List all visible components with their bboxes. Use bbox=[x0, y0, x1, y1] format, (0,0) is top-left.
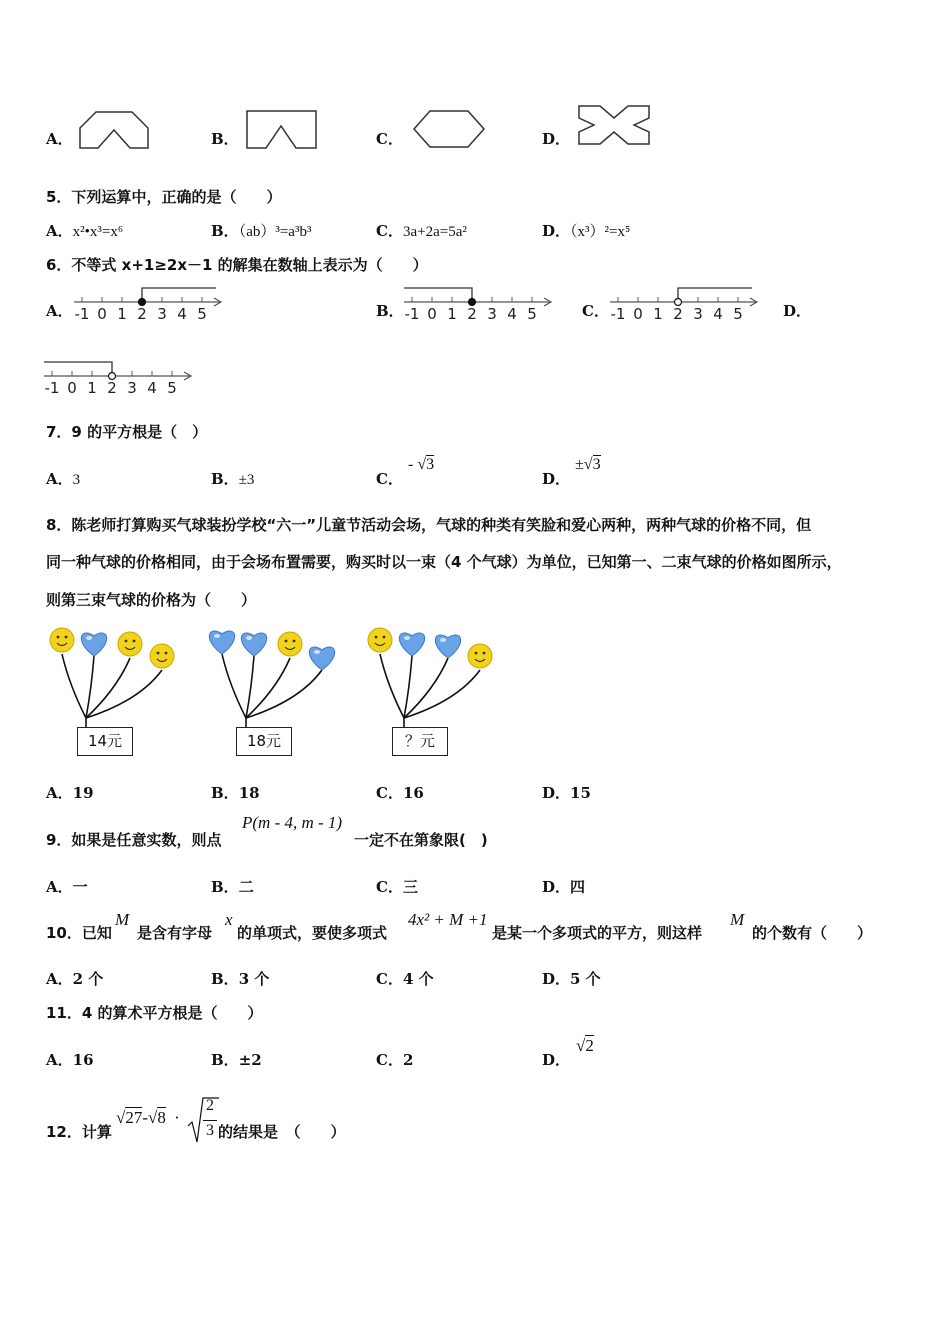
smiley-eye bbox=[165, 652, 168, 655]
heart-highlight bbox=[404, 636, 410, 640]
q9-option-c: C．三 bbox=[376, 878, 418, 896]
q9-stem-start: 9．如果是任意实数，则点 bbox=[46, 831, 222, 849]
tick-label: 1 bbox=[653, 305, 663, 323]
open-point bbox=[675, 299, 682, 306]
q11-option-c: C．2 bbox=[376, 1051, 414, 1069]
q12-stem-start: 12．计算 bbox=[46, 1123, 112, 1141]
heart-balloon-icon bbox=[399, 633, 424, 656]
balloon-string bbox=[222, 654, 246, 718]
smiley-eye bbox=[475, 652, 478, 655]
tick-label: 5 bbox=[197, 305, 207, 323]
q10-stem-1: 10．已知 bbox=[46, 924, 112, 942]
tick-label: 3 bbox=[693, 305, 703, 323]
tick-label: -1 bbox=[610, 305, 626, 323]
tick-label: 4 bbox=[177, 305, 187, 323]
solution-ray bbox=[44, 362, 112, 376]
q8-line-2: 同一种气球的价格相同，由于会场布置需要，购买时以一束（4 个气球）为单位，已知第一、二束气球的价格如图所示， bbox=[46, 553, 842, 571]
tick-label: 1 bbox=[117, 305, 127, 323]
q7-option-b: B．±3 bbox=[211, 470, 255, 488]
smiley-eye bbox=[125, 640, 128, 643]
tick-label: 2 bbox=[137, 305, 147, 323]
q11-option-a: A．16 bbox=[46, 1051, 94, 1069]
balloon-string bbox=[246, 670, 322, 718]
q7-option-c-math: - √3 bbox=[408, 456, 435, 473]
q9-option-d: D．四 bbox=[542, 878, 586, 896]
q10-stem-4: 是某一个多项式的平方，则这样 bbox=[492, 924, 703, 942]
q4-option-b-letter: B． bbox=[211, 130, 239, 148]
smiley-eye bbox=[285, 640, 288, 643]
tick-label: 0 bbox=[427, 305, 437, 323]
q9-point: P(m - 4, m - 1) bbox=[242, 813, 343, 832]
tick-label: -1 bbox=[404, 305, 420, 323]
sqrt-sign: √ bbox=[576, 1036, 586, 1055]
house-notch-shape bbox=[78, 110, 150, 152]
heart-highlight bbox=[440, 638, 446, 642]
tick-label: 0 bbox=[633, 305, 643, 323]
q10-var-m-2: M bbox=[730, 910, 745, 929]
q6-numberline-b bbox=[402, 282, 557, 324]
q8-line-1: 8．陈老师打算购买气球装扮学校“六一”儿童节活动会场，气球的种类有笑脸和爱心两种，两种气球的价格不同，但 bbox=[46, 516, 812, 534]
tick-label: 2 bbox=[107, 379, 117, 397]
solution-ray bbox=[678, 288, 752, 302]
tick-label: 4 bbox=[147, 379, 157, 397]
tick-label: -1 bbox=[44, 379, 60, 397]
tick-label: 5 bbox=[527, 305, 537, 323]
q11-option-b: B．±2 bbox=[211, 1051, 262, 1069]
q5-option-b: B．（ab）³=a³b³ bbox=[211, 222, 312, 240]
smiley-eye bbox=[483, 652, 486, 655]
smiley-eye bbox=[293, 640, 296, 643]
tick-label: 4 bbox=[507, 305, 517, 323]
tick-label: 2 bbox=[467, 305, 477, 323]
q6-numberline-d bbox=[42, 356, 197, 398]
q8-line-3: 则第三束气球的价格为（ ） bbox=[46, 591, 257, 609]
q6-option-d-letter: D． bbox=[783, 302, 812, 320]
tick-label: 3 bbox=[157, 305, 167, 323]
q6-option-c-letter: C． bbox=[582, 302, 609, 320]
q5-stem: 5．下列运算中，正确的是（ ） bbox=[46, 188, 282, 206]
q10-option-a: A．2 个 bbox=[46, 970, 104, 988]
smiley-eye bbox=[133, 640, 136, 643]
heart-highlight bbox=[314, 650, 320, 654]
heart-balloon-icon bbox=[435, 635, 460, 658]
q4-option-c-letter: C． bbox=[376, 130, 403, 148]
heart-highlight bbox=[246, 636, 252, 640]
heart-balloon-icon bbox=[309, 647, 334, 670]
heart-balloon-icon bbox=[81, 633, 106, 656]
q11-stem: 11．4 的算术平方根是（ ） bbox=[46, 1004, 263, 1022]
smiley-eye bbox=[65, 636, 68, 639]
smiley-eye bbox=[157, 652, 160, 655]
balloon-string bbox=[86, 670, 162, 718]
sqrt-sign: √ bbox=[583, 456, 593, 473]
q12-denominator: 3 bbox=[206, 1122, 214, 1139]
hexagon-shape bbox=[412, 109, 486, 151]
q9-option-a: A．一 bbox=[46, 878, 88, 896]
balloon-string bbox=[404, 670, 480, 718]
q12-stem-end: 的结果是 （ ） bbox=[218, 1123, 346, 1141]
filled-point bbox=[139, 299, 146, 306]
sqrt-sign: √ bbox=[148, 1108, 158, 1127]
smiley-eye bbox=[57, 636, 60, 639]
open-point bbox=[109, 373, 116, 380]
q12-numerator: 2 bbox=[206, 1097, 214, 1114]
q10-var-m: M bbox=[115, 910, 130, 929]
bunch-2-price: 18元 bbox=[236, 727, 292, 756]
q12-fraction-bar bbox=[203, 1120, 217, 1121]
heart-highlight bbox=[214, 634, 220, 638]
heart-balloon-icon bbox=[241, 633, 266, 656]
tick-label: -1 bbox=[74, 305, 90, 323]
smiley-balloon-icon bbox=[150, 644, 174, 668]
bowtie-shape bbox=[576, 104, 652, 148]
heart-balloon-icon bbox=[209, 631, 234, 654]
tick-label: 0 bbox=[97, 305, 107, 323]
balloon-string bbox=[62, 654, 86, 718]
tick-label: 5 bbox=[167, 379, 177, 397]
tick-label: 3 bbox=[487, 305, 497, 323]
smiley-balloon-icon bbox=[368, 628, 392, 652]
tick-label: 5 bbox=[733, 305, 743, 323]
square-notch-shape bbox=[244, 108, 320, 152]
q5-option-a: A．x²•x³=x⁶ bbox=[46, 222, 124, 240]
q6-stem: 6．不等式 x+1≥2x－1 的解集在数轴上表示为（ ） bbox=[46, 256, 428, 274]
q6-numberline-a bbox=[72, 282, 227, 324]
balloon-string bbox=[404, 656, 412, 718]
solution-ray bbox=[142, 288, 216, 302]
tick-label: 0 bbox=[67, 379, 77, 397]
sqrt-sign: √ bbox=[417, 456, 427, 473]
solution-ray bbox=[404, 288, 472, 302]
q10-stem-2: 是含有字母 bbox=[137, 924, 213, 942]
bunch-1-price: 14元 bbox=[77, 727, 133, 756]
q10-polynomial: 4x² + M +1 bbox=[408, 910, 488, 929]
q8-option-a: A．19 bbox=[46, 784, 94, 802]
smiley-balloon-icon bbox=[118, 632, 142, 656]
q11-option-d-math: √2 bbox=[576, 1036, 594, 1055]
q10-option-d: D．5 个 bbox=[542, 970, 601, 988]
q11-option-d-letter: D． bbox=[542, 1051, 571, 1069]
q10-option-c: C．4 个 bbox=[376, 970, 434, 988]
q7-stem: 7．9 的平方根是（ ） bbox=[46, 423, 208, 441]
q10-option-b: B．3 个 bbox=[211, 970, 270, 988]
q5-option-d: D．（x³）²=x⁵ bbox=[542, 222, 631, 240]
smiley-eye bbox=[383, 636, 386, 639]
q8-option-b: B．18 bbox=[211, 784, 260, 802]
q10-var-x: x bbox=[225, 910, 233, 929]
tick-label: 1 bbox=[447, 305, 457, 323]
smiley-eye bbox=[375, 636, 378, 639]
bunch-3-price: ？元 bbox=[392, 727, 448, 756]
q7-option-d-math: ±√3 bbox=[575, 456, 601, 473]
balloon-string bbox=[246, 656, 254, 718]
q7-option-d-letter: D． bbox=[542, 470, 571, 488]
q5-option-c: C．3a+2a=5a² bbox=[376, 222, 467, 240]
tick-label: 3 bbox=[127, 379, 137, 397]
q7-option-c-letter: C． bbox=[376, 470, 403, 488]
q10-stem-5: 的个数有（ ） bbox=[752, 924, 873, 942]
q4-option-a-letter: A． bbox=[46, 130, 73, 148]
q4-option-d-letter: D． bbox=[542, 130, 571, 148]
filled-point bbox=[469, 299, 476, 306]
q12-expression: √27-√8 · bbox=[116, 1108, 180, 1127]
tick-label: 4 bbox=[713, 305, 723, 323]
q8-option-d: D．15 bbox=[542, 784, 591, 802]
q6-numberline-c bbox=[608, 282, 763, 324]
smiley-balloon-icon bbox=[50, 628, 74, 652]
q10-stem-3: 的单项式，要使多项式 bbox=[237, 924, 388, 942]
q6-option-b-letter: B． bbox=[376, 302, 404, 320]
tick-label: 1 bbox=[87, 379, 97, 397]
smiley-balloon-icon bbox=[468, 644, 492, 668]
smiley-balloon-icon bbox=[278, 632, 302, 656]
heart-highlight bbox=[86, 636, 92, 640]
q8-option-c: C．16 bbox=[376, 784, 424, 802]
q7-option-a: A．3 bbox=[46, 470, 81, 488]
q9-option-b: B．二 bbox=[211, 878, 254, 896]
sqrt-sign: √ bbox=[116, 1108, 126, 1127]
q9-stem-end: 一定不在第象限( ) bbox=[354, 831, 488, 849]
tick-label: 2 bbox=[673, 305, 683, 323]
balloon-string bbox=[380, 654, 404, 718]
q6-option-a-letter: A． bbox=[46, 302, 73, 320]
balloon-string bbox=[86, 656, 94, 718]
